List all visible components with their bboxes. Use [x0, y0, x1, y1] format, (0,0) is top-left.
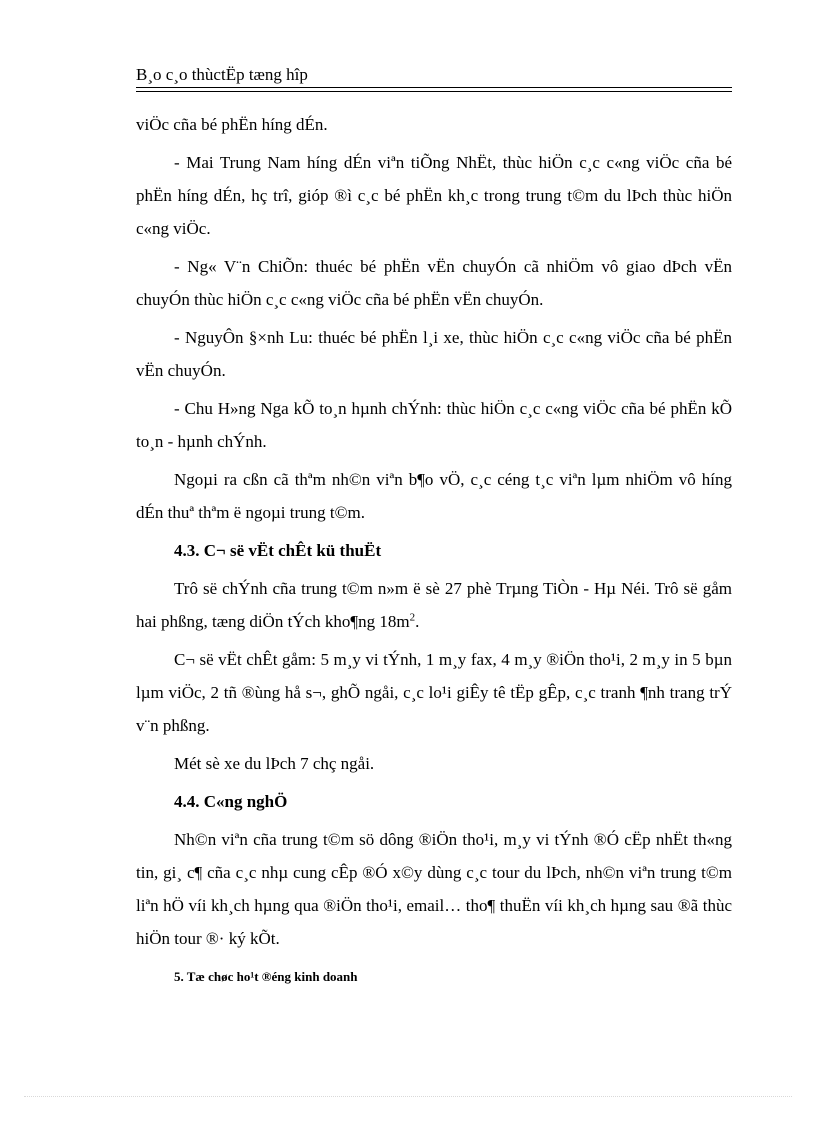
header-double-rule [136, 87, 732, 92]
headquarters-text: Trô së chÝnh cña trung t©m n»m ë sè 27 phè Trµng TiÒn - Hµ Néi. Trô së gåm hai phßng, tæng diÖn tÝch kho¶ng 18m [136, 579, 732, 631]
document-body [136, 108, 732, 993]
paragraph-facilities: C¬ së vËt chÊt gåm: 5 m¸y vi tÝnh, 1 m¸y fax, 4 m¸y ®iÖn tho¹i, 2 m¸y in 5 bµn lµm viÖc, 2 tñ ®ùng hå s¬, ghÕ ngåi, c¸c lo¹i giÊy tê tËp gÊp, c¸c tranh ¶nh trang trÝ v¨n phßng. [136, 650, 732, 735]
paragraph-other-staff: Ngoµi ra cßn cã thªm nh©n viªn b¶o vÖ, c¸c céng t¸c viªn lµm nhiÖm vô híng dÉn thuª thªm ë ngoµi trung t©m. [136, 470, 732, 522]
headquarters-end: . [415, 612, 420, 631]
paragraph-vehicles: Mét sè xe du lÞch 7 chç ngåi. [174, 754, 375, 773]
heading-section-5: 5. Tæ chøc ho¹t ®éng kinh doanh [174, 969, 358, 984]
paragraph-headquarters [136, 572, 732, 638]
paragraph-staff-nam: - Mai Trung Nam híng dÉn viªn tiÕng NhËt, thùc hiÖn c¸c c«ng viÖc cña bé phËn híng dÉn, hç trî, gióp ®ì c¸c bé phËn kh¸c trong trung t©m du lÞch thùc hiÖn c«ng viÖc. [136, 153, 732, 238]
paragraph-continuation: viÖc cña bé phËn híng dÉn. [136, 115, 328, 134]
paragraph-staff-chien: - Ng« V¨n ChiÕn: thuéc bé phËn vËn chuyÓn cã nhiÖm vô giao dÞch vËn chuyÓn thùc hiÖn c¸c c«ng viÖc cña bé phËn vËn chuyÓn. [136, 257, 732, 309]
superscript-2: 2 [409, 611, 416, 624]
page-header: B¸o c¸o thùctËp tæng hîp [136, 65, 308, 84]
heading-section-4-4: 4.4. C«ng nghÖ [174, 792, 288, 811]
paragraph-staff-luu: - NguyÔn §×nh Lu: thuéc bé phËn l¸i xe, thùc hiÖn c¸c c«ng viÖc cña bé phËn vËn chuyÓn. [136, 328, 732, 380]
page-bottom-dotted-line [24, 1096, 792, 1097]
heading-section-4-3: 4.3. C¬ së vËt chÊt kü thuËt [174, 541, 382, 560]
paragraph-technology: Nh©n viªn cña trung t©m sö dông ®iÖn tho¹i, m¸y vi tÝnh ®Ó cËp nhËt th«ng tin, gi¸ c¶ cña c¸c nhµ cung cÊp ®Ó x©y dùng c¸c tour du lÞch, nh©n viªn trung t©m liªn hÖ víi kh¸ch hµng qua ®iÖn tho¹i, email… tho¶ thuËn víi kh¸ch hµng sau ®ã thùc hiÖn tour ®· ký kÕt. [136, 830, 732, 948]
paragraph-staff-nga: - Chu H»ng Nga kÕ to¸n hµnh chÝnh: thùc hiÖn c¸c c«ng viÖc cña bé phËn kÕ to¸n - hµnh chÝnh. [136, 399, 732, 451]
